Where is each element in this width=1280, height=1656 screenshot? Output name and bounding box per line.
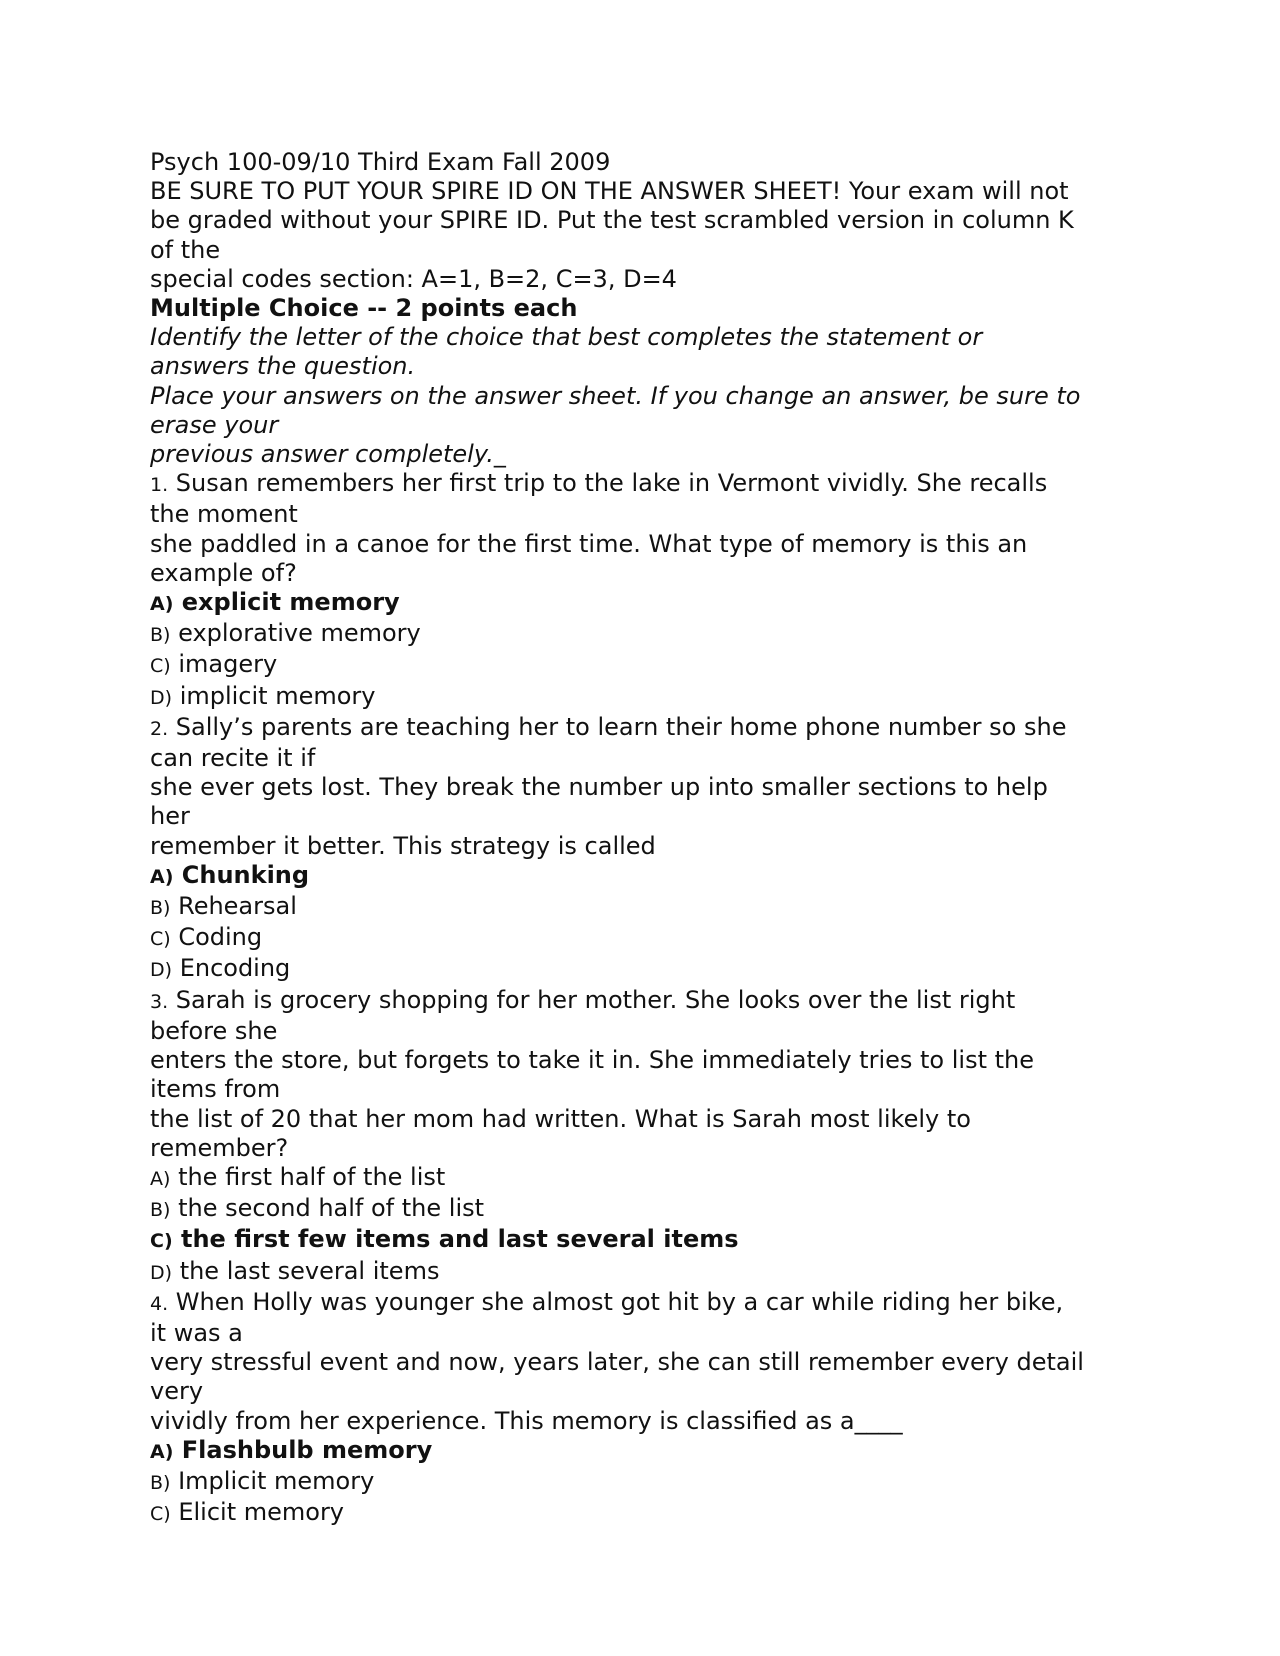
instruction-line: answers the question.: [150, 352, 416, 381]
question-number: 1.: [150, 474, 169, 497]
instruction-line: erase your: [150, 410, 279, 439]
question-stem-line: the moment: [150, 500, 298, 529]
option-a: [150, 1163, 1150, 1194]
header-line: BE SURE TO PUT YOUR SPIRE ID ON THE ANSWER SHEET! Your exam will not: [150, 177, 1069, 206]
question-text: Sally’s parents are teaching her to learn their home phone number so she: [175, 712, 1067, 741]
option-letter: B): [150, 1199, 171, 1222]
question-stem-line: very stressful event and now, years later, she can still remember every detail: [150, 1348, 1084, 1377]
option-letter: D): [150, 1261, 173, 1284]
option-text: Coding: [178, 923, 263, 952]
option-text: the first few items and last several items: [181, 1225, 739, 1254]
question-stem-line: can recite it if: [150, 744, 316, 773]
exam-title: Psych 100-09/10 Third Exam Fall 2009: [150, 148, 611, 176]
question-stem-line: [150, 713, 1150, 744]
option-b: [150, 892, 1150, 923]
option-b: [150, 619, 1150, 650]
option-a-correct: [150, 1436, 1150, 1467]
option-c-correct: [150, 1225, 1150, 1256]
option-text: imagery: [178, 650, 278, 679]
question-3: [150, 986, 1150, 1288]
option-letter: B): [150, 1471, 171, 1494]
section-intro: [150, 294, 1150, 469]
option-text: implicit memory: [179, 681, 376, 710]
option-d: [150, 954, 1150, 985]
option-text: explorative memory: [178, 619, 421, 648]
question-text: When Holly was younger she almost got hit by a car while riding her bike,: [175, 1287, 1064, 1316]
question-stem-line: remember?: [150, 1133, 289, 1162]
option-text: Flashbulb memory: [181, 1435, 433, 1464]
option-text: Encoding: [179, 954, 291, 983]
header-line: of the: [150, 235, 221, 264]
instruction-line: Identify the letter of the choice that best completes the statement or: [150, 323, 983, 352]
option-letter: A): [150, 865, 174, 888]
option-c: [150, 1498, 1150, 1529]
question-stem-line: [150, 469, 1150, 500]
question-1: [150, 469, 1150, 713]
option-text: explicit memory: [181, 588, 400, 617]
question-text: Sarah is grocery shopping for her mother. She looks over the list right: [175, 985, 1016, 1014]
option-text: the second half of the list: [178, 1194, 485, 1223]
option-letter: A): [150, 593, 174, 616]
question-number: 2.: [150, 717, 169, 740]
option-letter: B): [150, 624, 171, 647]
question-stem-line: enters the store, but forgets to take it in. She immediately tries to list the: [150, 1046, 1035, 1075]
option-letter: C): [150, 655, 171, 678]
option-a-correct: [150, 588, 1150, 619]
question-stem-line: very: [150, 1377, 204, 1406]
question-stem-line: she ever gets lost. They break the number up into smaller sections to help: [150, 773, 1048, 802]
option-letter: B): [150, 897, 171, 920]
option-b: [150, 1467, 1150, 1498]
instruction-line: previous answer completely._: [150, 440, 506, 469]
option-text: the first half of the list: [178, 1162, 446, 1191]
option-c: [150, 923, 1150, 954]
option-d: [150, 1257, 1150, 1288]
option-text: Chunking: [181, 860, 310, 889]
option-text: Elicit memory: [178, 1498, 345, 1527]
exam-page: [150, 148, 1150, 1529]
question-stem-line: she paddled in a canoe for the first time. What type of memory is this an: [150, 529, 1028, 558]
question-stem-line: [150, 1288, 1150, 1319]
option-a-correct: [150, 861, 1150, 892]
option-text: Rehearsal: [178, 892, 297, 921]
option-letter: A): [150, 1440, 174, 1463]
header-line: be graded without your SPIRE ID. Put the test scrambled version in column K: [150, 206, 1074, 235]
question-stem-line: remember it better. This strategy is called: [150, 831, 656, 860]
question-stem-line: it was a: [150, 1318, 243, 1347]
question-stem-line: example of?: [150, 558, 297, 587]
option-letter: C): [150, 1230, 173, 1253]
option-d: [150, 682, 1150, 713]
question-4: [150, 1288, 1150, 1530]
option-letter: C): [150, 1503, 171, 1526]
question-stem-line: her: [150, 802, 190, 831]
option-text: the last several items: [179, 1256, 440, 1285]
option-text: Implicit memory: [178, 1466, 375, 1495]
question-number: 4.: [150, 1292, 169, 1315]
option-letter: C): [150, 928, 171, 951]
question-stem-line: vividly from her experience. This memory is classified as a____: [150, 1406, 903, 1435]
option-b: [150, 1194, 1150, 1225]
question-stem-line: items from: [150, 1075, 281, 1104]
question-number: 3.: [150, 990, 169, 1013]
option-letter: D): [150, 959, 173, 982]
option-letter: A): [150, 1167, 171, 1190]
question-2: [150, 713, 1150, 986]
header-line: special codes section: A=1, B=2, C=3, D=4: [150, 264, 677, 293]
section-title: Multiple Choice -- 2 points each: [150, 294, 578, 323]
question-text: Susan remembers her first trip to the lake in Vermont vividly. She recalls: [175, 469, 1048, 498]
question-stem-line: the list of 20 that her mom had written. What is Sarah most likely to: [150, 1104, 971, 1133]
option-letter: D): [150, 686, 173, 709]
exam-header: [150, 148, 1150, 294]
option-c: [150, 650, 1150, 681]
question-stem-line: [150, 986, 1150, 1017]
question-stem-line: before she: [150, 1016, 278, 1045]
instruction-line: Place your answers on the answer sheet. If you change an answer, be sure to: [150, 381, 1081, 410]
